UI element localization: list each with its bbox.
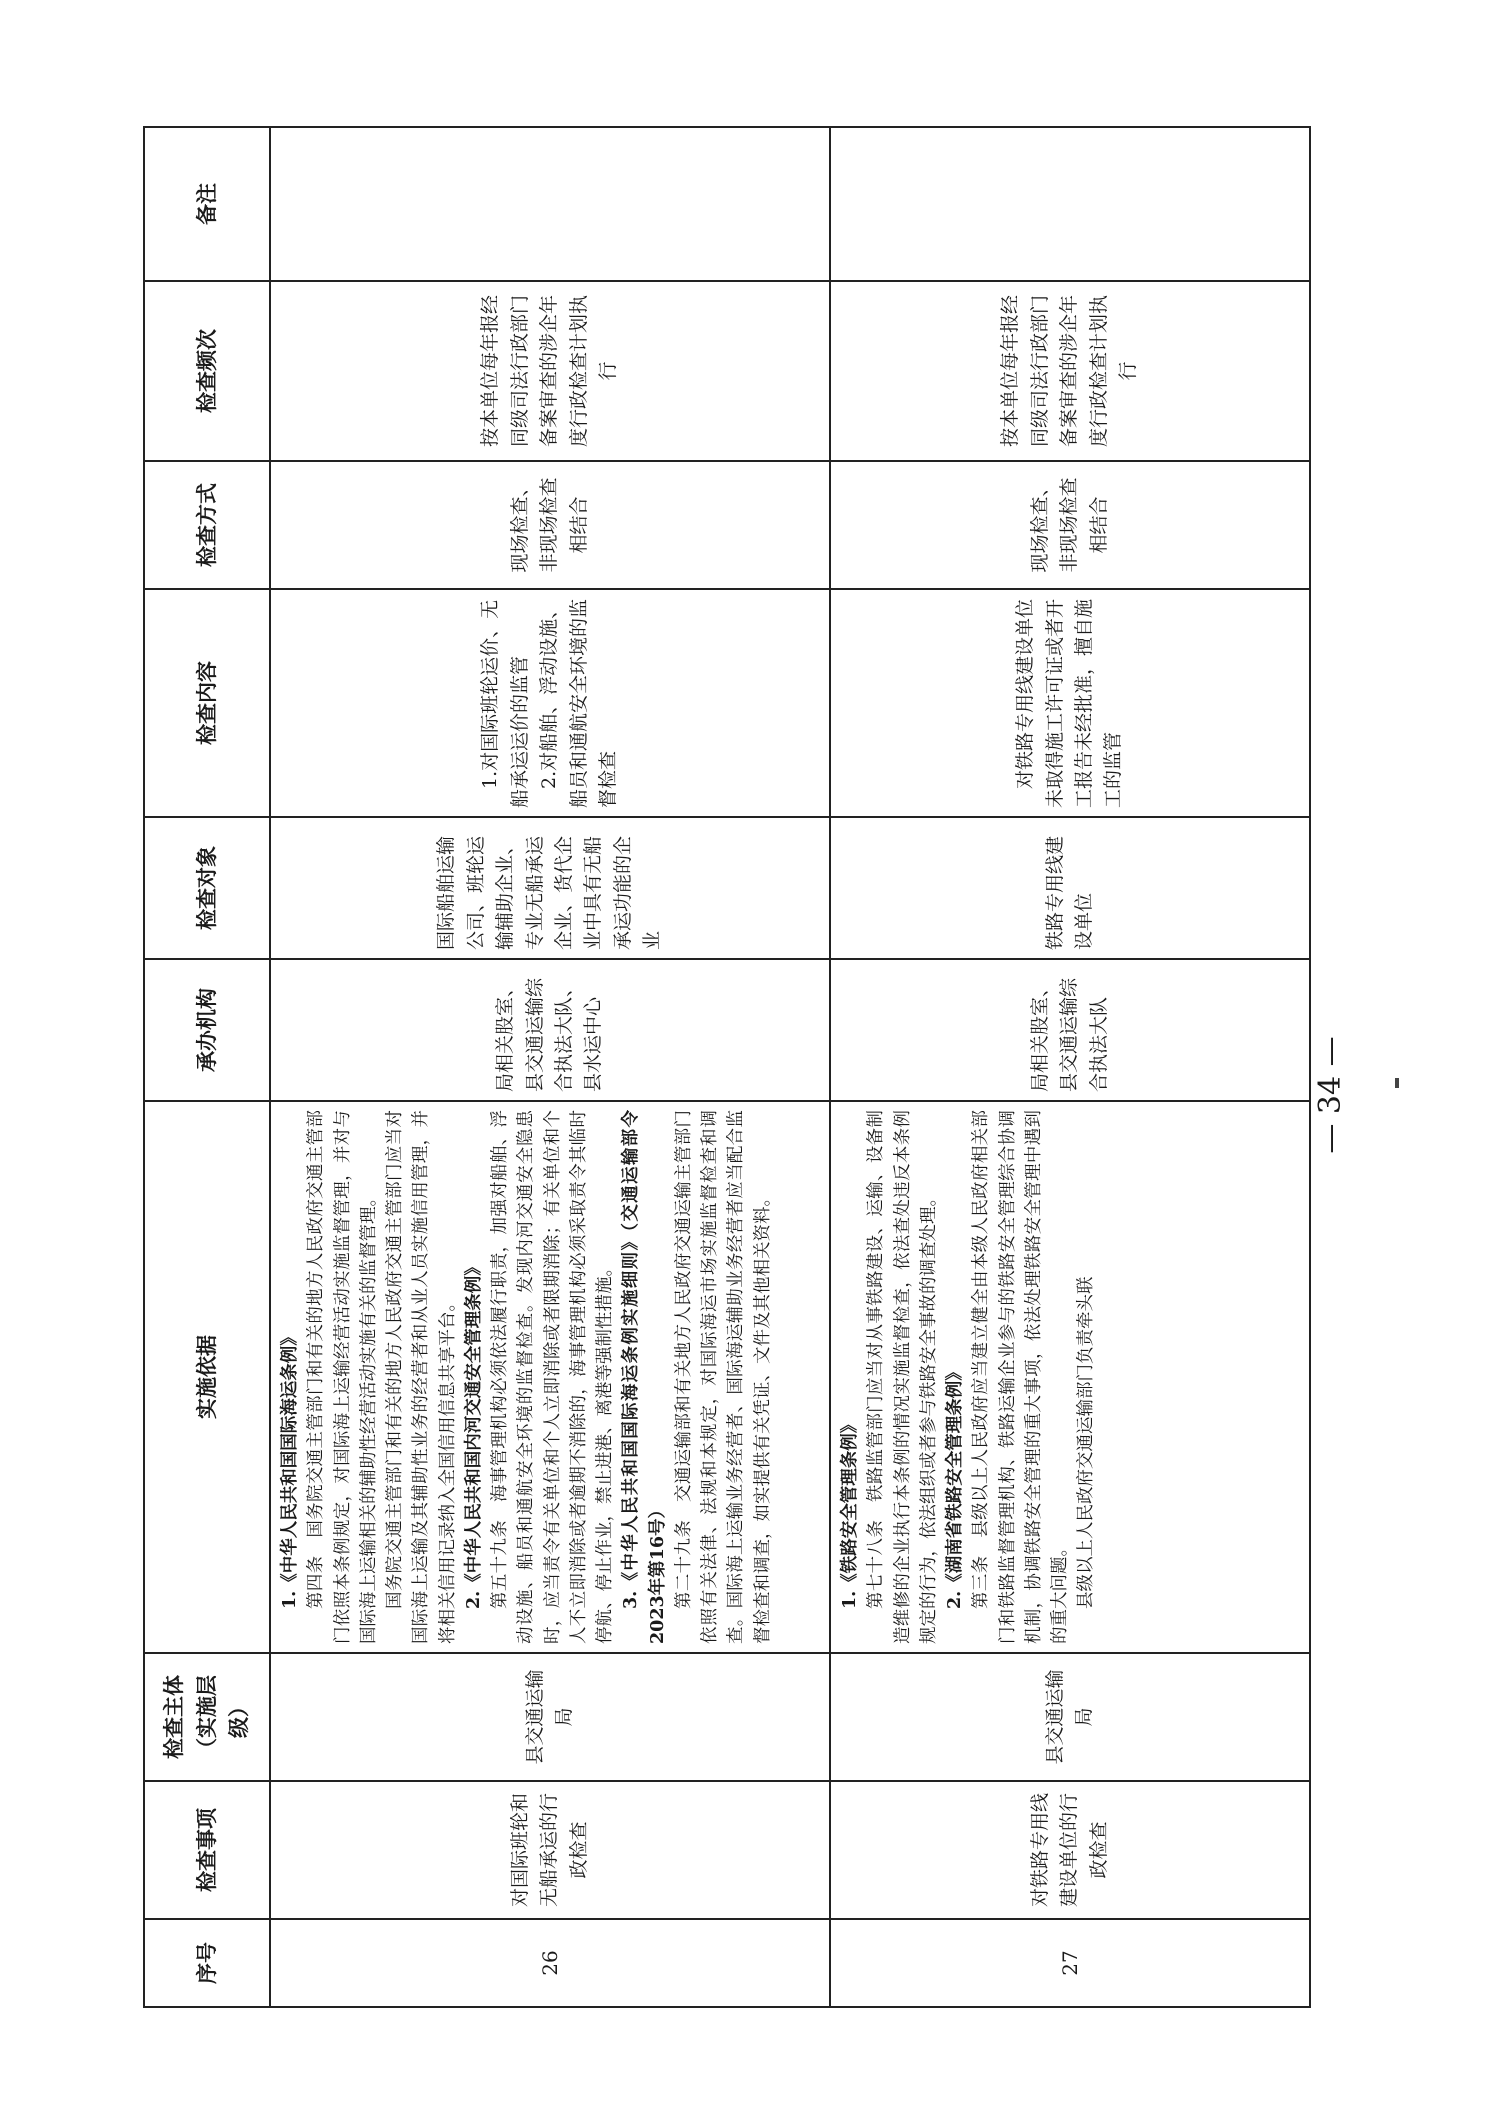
- header-basis: 实施依据: [144, 1101, 270, 1653]
- cell-target: 铁路专用线建设单位: [830, 817, 1310, 959]
- basis-law-title: 2.《湖南省铁路安全管理条例》: [945, 1363, 965, 1609]
- header-org: 承办机构: [144, 959, 270, 1101]
- cell-remark: [830, 127, 1310, 281]
- basis-paragraph: 第四条 国务院交通主管部门和有关的地方人民政府交通主管部门依照本条例规定，对国际海上运输经营活动实施监督管理，并对与国际海上运输相关的辅助性经营活动实施有关的监督管理。: [306, 1110, 379, 1644]
- page-number: — 34 —: [1312, 1036, 1348, 1154]
- cell-basis: [830, 1101, 1310, 1653]
- basis-law-title: 1.《中华人民共和国国际海运条例》: [280, 1328, 300, 1609]
- cell-seq: 26: [270, 1919, 830, 2007]
- header-remark: 备注: [144, 127, 270, 281]
- cell-seq: 27: [830, 1919, 1310, 2007]
- header-item: 检查事项: [144, 1781, 270, 1919]
- cell-item: 对国际班轮和无船承运的行政检查: [270, 1781, 830, 1919]
- cell-content: [270, 589, 830, 817]
- content-item: 对铁路专用线建设单位未取得施工许可证或者开工报告未经批准，擅自施工的监管: [1014, 598, 1125, 808]
- basis-paragraph: 国务院交通主管部门和有关的地方人民政府交通主管部门应当对国际海上运输及其辅助性业务的经营者和从业人员实施信用管理，并将相关信用记录纳入全国信用信息共享平台。: [385, 1110, 458, 1644]
- table-row: [270, 127, 830, 2007]
- cell-basis: [270, 1101, 830, 1653]
- basis-law-title: 2.《中华人民共和国内河交通安全管理条例》: [463, 1258, 484, 1609]
- basis-paragraph: 第二十九条 交通运输部和有关地方人民政府交通运输主管部门依照有关法律、法规和本规定，对国际海运市场实施监督检查和调查。国际海上运输业务经营者、国际海运辅助业务经营者应当配合监督检查和调查，如实提供有关凭证、文件及其他相关资料。: [673, 1110, 773, 1644]
- content-item: 1.对国际班轮运价、无船承运运价的监管: [479, 599, 531, 808]
- scan-mark: [1395, 1078, 1399, 1088]
- header-method: 检查方式: [144, 461, 270, 589]
- cell-method: 现场检查、非现场检查相结合: [270, 461, 830, 589]
- cell-org: 局相关股室、县交通运输综合执法大队: [830, 959, 1310, 1101]
- cell-content: [830, 589, 1310, 817]
- table-header-row: [144, 127, 270, 2007]
- cell-subject: 县交通运输局: [270, 1653, 830, 1781]
- table-row: [830, 127, 1310, 2007]
- inspection-table: [143, 126, 1311, 2008]
- cell-target: 国际船舶运输公司、班轮运输辅助企业、专业无船承运企业、货代企业中具有无船承运功能的企业: [270, 817, 830, 959]
- cell-remark: [270, 127, 830, 281]
- rotated-table-container: [143, 128, 1295, 2008]
- header-frequency: 检查频次: [144, 281, 270, 461]
- header-target: 检查对象: [144, 817, 270, 959]
- basis-paragraph: 第三条 县级以上人民政府应当建立健全由本级人民政府相关部门和铁路监督管理机构、铁路运输企业参与的铁路安全管理综合协调机制，协调铁路安全管理的重大事项，依法处理铁路安全管理中遇到的重大问题。: [971, 1110, 1070, 1644]
- cell-frequency: 按本单位每年报经同级司法行政部门备案审查的涉企年度行政检查计划执行: [270, 281, 830, 461]
- basis-law-title: 3.《中华人民共和国国际海运条例实施细则》（交通运输部令2023年第16号）: [621, 1110, 668, 1644]
- cell-method: 现场检查、非现场检查相结合: [830, 461, 1310, 589]
- basis-paragraph: 第七十八条 铁路监管部门应当对从事铁路建设、运输、设备制造维修的企业执行本条例的情况实施监督检查，依法查处违反本条例规定的行为，依法组织或者参与铁路安全事故的调查处理。: [866, 1110, 939, 1644]
- header-subject: 检查主体（实施层级）: [144, 1653, 270, 1781]
- cell-frequency: 按本单位每年报经同级司法行政部门备案审查的涉企年度行政检查计划执行: [830, 281, 1310, 461]
- cell-subject: 县交通运输局: [830, 1653, 1310, 1781]
- basis-law-title: 1.《铁路安全管理条例》: [840, 1415, 860, 1609]
- basis-paragraph: 第五十九条 海事管理机构必须依法履行职责，加强对船舶、浮动设施、船员和通航安全环境的监督检查。发现内河交通安全隐患时，应当责令有关单位和个人立即消除或者限期消除；有关单位和个人不立即消除或者逾期不消除的，海事管理机构必须采取责令其临时停航、停止作业，禁止进港、离港等强制性措施。: [490, 1110, 615, 1644]
- cell-org: 局相关股室、县交通运输综合执法大队、县水运中心: [270, 959, 830, 1101]
- cell-item: 对铁路专用线建设单位的行政检查: [830, 1781, 1310, 1919]
- basis-paragraph: 县级以上人民政府交通运输部门负责牵头联: [1076, 1276, 1097, 1609]
- header-content: 检查内容: [144, 589, 270, 817]
- content-item: 2.对船舶、浮动设施、船员和通航安全环境的监督检查: [538, 598, 620, 808]
- header-seq: 序号: [144, 1919, 270, 2007]
